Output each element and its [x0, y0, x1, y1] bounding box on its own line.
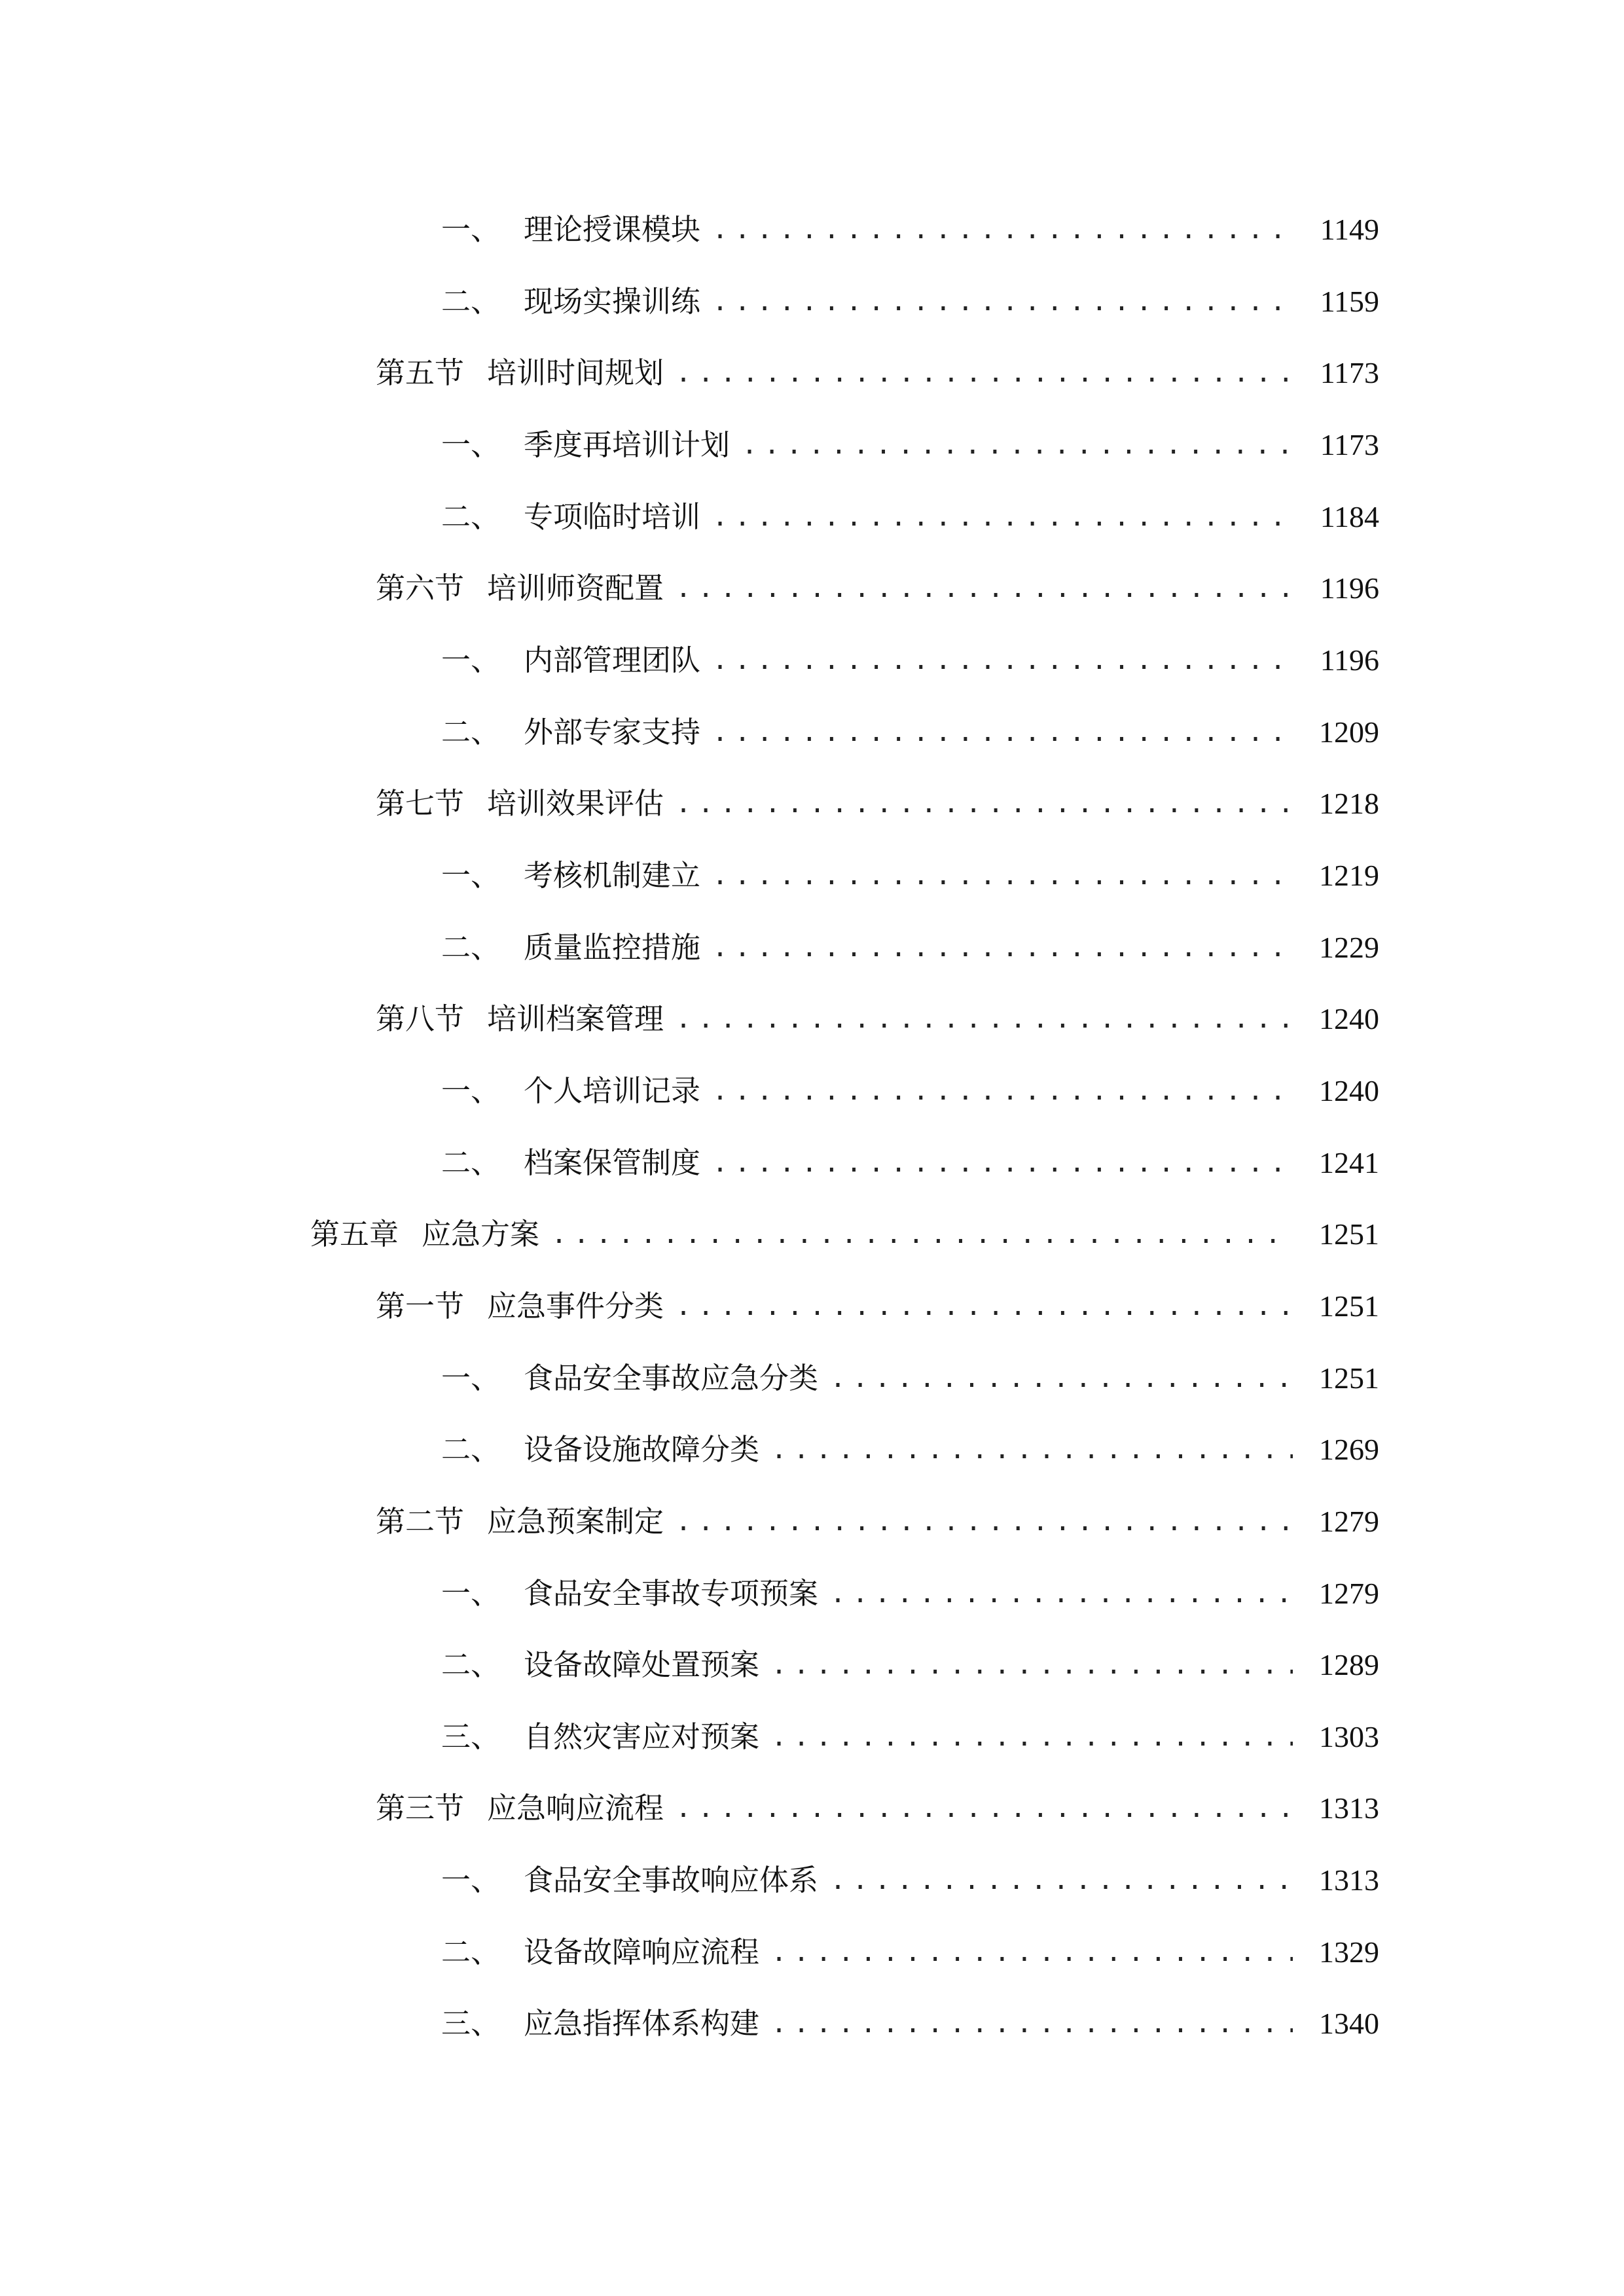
dot-leader — [771, 2001, 1293, 2047]
toc-entry[interactable] — [441, 207, 1379, 253]
toc-page-number: 1241 — [1319, 1146, 1379, 1179]
toc-page-number: 1340 — [1319, 2007, 1379, 2040]
toc-marker: 一、 — [441, 1863, 501, 1897]
toc-title: 考核机制建立 — [524, 858, 701, 893]
toc-marker: 二、 — [441, 1647, 501, 1682]
toc-marker: 第六节 — [376, 571, 465, 605]
dot-leader — [771, 1929, 1293, 1975]
toc-entry[interactable] — [441, 494, 1379, 540]
dot-leader — [771, 1642, 1293, 1688]
toc-entry[interactable] — [441, 422, 1379, 468]
dot-leader — [712, 207, 1293, 253]
toc-marker: 一、 — [441, 427, 501, 462]
toc-entry[interactable] — [441, 279, 1379, 325]
toc-marker: 二、 — [441, 715, 501, 749]
dot-leader — [712, 1068, 1293, 1114]
toc-entry[interactable] — [441, 637, 1379, 683]
toc-page-number: 1173 — [1320, 356, 1379, 389]
toc-title: 设备故障响应流程 — [524, 1935, 760, 1969]
dot-leader — [712, 1140, 1293, 1186]
toc-entry[interactable] — [441, 853, 1379, 899]
dot-leader — [676, 565, 1293, 611]
dot-leader — [830, 1857, 1293, 1903]
toc-marker: 二、 — [441, 499, 501, 534]
toc-title: 培训时间规划 — [487, 355, 664, 390]
toc-title: 应急预案制定 — [487, 1504, 664, 1539]
dot-leader — [742, 422, 1293, 468]
dot-leader — [712, 494, 1293, 540]
toc-page-number: 1229 — [1319, 931, 1379, 964]
toc-marker: 一、 — [441, 858, 501, 893]
toc-entry[interactable] — [441, 1571, 1379, 1617]
toc-marker: 第一节 — [376, 1289, 465, 1323]
toc-entry[interactable] — [441, 1140, 1379, 1186]
toc-title: 应急方案 — [422, 1217, 540, 1251]
toc-entry[interactable] — [376, 350, 1379, 396]
toc-title: 外部专家支持 — [524, 715, 701, 749]
toc-page-number: 1251 — [1319, 1361, 1379, 1395]
toc-marker: 三、 — [441, 2006, 501, 2041]
toc-marker: 一、 — [441, 1073, 501, 1108]
toc-entry[interactable] — [441, 2001, 1379, 2047]
toc-entry[interactable] — [376, 1785, 1379, 1831]
toc-page-number: 1149 — [1320, 213, 1379, 246]
dot-leader — [676, 781, 1293, 827]
toc-page-number: 1251 — [1319, 1289, 1379, 1323]
toc-title: 质量监控措施 — [524, 930, 701, 965]
toc-title: 档案保管制度 — [524, 1145, 701, 1180]
dot-leader — [712, 637, 1293, 683]
toc-marker: 第八节 — [376, 1001, 465, 1036]
toc-marker: 一、 — [441, 212, 501, 247]
toc-marker: 二、 — [441, 930, 501, 965]
dot-leader — [771, 1427, 1293, 1473]
dot-leader — [676, 1785, 1293, 1831]
dot-leader — [676, 350, 1293, 396]
toc-title: 专项临时培训 — [524, 499, 701, 534]
toc-entry[interactable] — [376, 565, 1379, 611]
toc-marker: 二、 — [441, 1935, 501, 1969]
toc-entry[interactable] — [376, 781, 1379, 827]
toc-entry[interactable] — [441, 1642, 1379, 1688]
toc-page-number: 1289 — [1319, 1648, 1379, 1681]
toc-page-number: 1279 — [1319, 1577, 1379, 1610]
toc-title: 内部管理团队 — [524, 643, 701, 677]
dot-leader — [676, 996, 1293, 1042]
toc-page-number: 1209 — [1319, 715, 1379, 749]
toc-page-number: 1159 — [1320, 285, 1379, 318]
dot-leader — [712, 709, 1293, 755]
toc-marker: 二、 — [441, 1432, 501, 1467]
toc-title: 现场实操训练 — [524, 284, 701, 319]
toc-marker: 第五节 — [376, 355, 465, 390]
dot-leader — [830, 1355, 1293, 1401]
dot-leader — [676, 1283, 1293, 1329]
toc-page-number: 1240 — [1319, 1074, 1379, 1107]
toc-entry[interactable] — [441, 1714, 1379, 1760]
toc-page-number: 1219 — [1319, 859, 1379, 892]
toc-marker: 第七节 — [376, 786, 465, 821]
toc-entry[interactable] — [441, 925, 1379, 971]
toc-entry[interactable] — [441, 1355, 1379, 1401]
dot-leader — [551, 1211, 1293, 1257]
toc-page-number: 1313 — [1319, 1791, 1379, 1825]
toc-title: 培训师资配置 — [487, 571, 664, 605]
toc-title: 个人培训记录 — [524, 1073, 701, 1108]
toc-title: 培训效果评估 — [487, 786, 664, 821]
toc-marker: 第三节 — [376, 1791, 465, 1825]
toc-page-number: 1218 — [1319, 787, 1379, 820]
toc-title: 自然灾害应对预案 — [524, 1719, 760, 1754]
toc-page-number: 1240 — [1319, 1002, 1379, 1035]
toc-entry[interactable] — [376, 1283, 1379, 1329]
toc-entry[interactable] — [441, 1929, 1379, 1975]
toc-marker: 二、 — [441, 1145, 501, 1180]
toc-title: 食品安全事故应急分类 — [524, 1361, 819, 1395]
toc-marker: 第五章 — [310, 1217, 399, 1251]
toc-page-number: 1279 — [1319, 1505, 1379, 1538]
toc-title: 应急响应流程 — [487, 1791, 664, 1825]
dot-leader — [712, 279, 1293, 325]
toc-page-number: 1251 — [1319, 1217, 1379, 1251]
toc-entry[interactable] — [441, 1068, 1379, 1114]
toc-marker: 一、 — [441, 1361, 501, 1395]
toc-marker: 一、 — [441, 1576, 501, 1611]
toc-page-number: 1269 — [1319, 1433, 1379, 1466]
toc-entry[interactable] — [441, 1857, 1379, 1903]
toc-entry[interactable] — [376, 996, 1379, 1042]
dot-leader — [712, 853, 1293, 899]
toc-title: 设备故障处置预案 — [524, 1647, 760, 1682]
toc-page-number: 1196 — [1320, 571, 1379, 605]
toc-title: 食品安全事故专项预案 — [524, 1576, 819, 1611]
toc-entry[interactable] — [441, 709, 1379, 755]
toc-marker: 一、 — [441, 643, 501, 677]
toc-title: 应急指挥体系构建 — [524, 2006, 760, 2041]
toc-title: 应急事件分类 — [487, 1289, 664, 1323]
dot-leader — [771, 1714, 1293, 1760]
toc-page-number: 1196 — [1320, 643, 1379, 677]
toc-title: 培训档案管理 — [487, 1001, 664, 1036]
toc-entry[interactable] — [441, 1427, 1379, 1473]
toc-page-number: 1329 — [1319, 1935, 1379, 1969]
toc-page-number: 1303 — [1319, 1720, 1379, 1753]
dot-leader — [676, 1499, 1293, 1545]
toc-title: 设备设施故障分类 — [524, 1432, 760, 1467]
dot-leader — [712, 925, 1293, 971]
toc-title: 食品安全事故响应体系 — [524, 1863, 819, 1897]
toc-marker: 二、 — [441, 284, 501, 319]
toc-page-number: 1184 — [1320, 500, 1379, 533]
toc-title: 理论授课模块 — [524, 212, 701, 247]
toc-entry[interactable] — [310, 1211, 1379, 1257]
toc-entry[interactable] — [376, 1499, 1379, 1545]
toc-page-number: 1313 — [1319, 1863, 1379, 1897]
toc-title: 季度再培训计划 — [524, 427, 731, 462]
toc-marker: 第二节 — [376, 1504, 465, 1539]
toc-page-number: 1173 — [1320, 428, 1379, 461]
dot-leader — [830, 1571, 1293, 1617]
toc-marker: 三、 — [441, 1719, 501, 1754]
